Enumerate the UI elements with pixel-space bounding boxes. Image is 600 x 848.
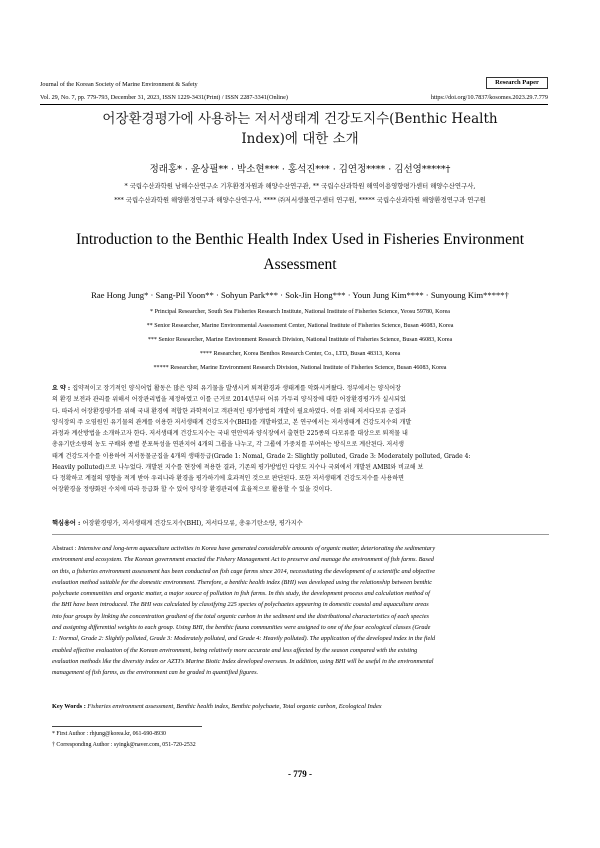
keywords-ko [52,518,549,527]
abstract-en-line: polychaete communities and organic matter, a major source of pollution in fish farms. In this study, the development process and calculation method of [52,590,430,598]
abstract-ko-line: 태계 건강도지수를 이용하여 저서동물군집을 4개의 생태등급(Grade 1: Nomal, Grade 2: Slightly polluted, Grade 3: Moderately polluted, Grade 4: [52,452,471,460]
abstract-ko [52,383,549,496]
abstract-ko-line: 총유기탄소량의 농도 구배와 종별 분포특성을 연관지어 4개의 그룹을 나누고, 각 그룹에 가중치를 부여하는 방식으로 계산된다. 저서생 [52,441,404,449]
abstract-ko-line: 어장환경을 정량화된 수치에 따라 등급화 할 수 있어 양식장 환경관리에 효율적으로 활용할 수 있을 것이다. [52,486,333,494]
abstract-en-line: environment and ecosystem. The Korean government enacted the Fishery Management Act to preserve and manage the environment of fish farms. Based [52,556,434,564]
abstract-en-line: management of fish farms, as the environment can be graded in quantified figures. [52,669,259,677]
abstract-en-line: the BHI have been introduced. The BHI was calculated by classifying 225 species of polychaetes appearing in domestic coastal and aquaculture areas [52,601,429,609]
header-divider [40,104,548,105]
page-number: - 779 - [288,769,312,779]
abstract-en-line: 1: Normal, Grade 2: Slightly polluted, Grade 3: Moderately polluted, and Grade 4: Heavily polluted). The application of the developed index in the field [52,635,436,643]
affiliation-en-3: *** Senior Researcher, Marine Environment Research Division, National Institute of Fisheries Science, Busan 46083, Korea [147,337,453,343]
abstract-ko-line: 다 정확하고 계절의 영향을 적게 받아 우리나라 환경을 평가하기에 효과적인 것으로 판단된다. 또한 저서생태계 건강도지수를 사용하면 [52,475,405,482]
abstract-ko-label: 요 약 : [52,385,73,392]
abstract-en [52,543,549,679]
affiliation-en-5: ***** Researcher, Marine Environment Research Division, National Institute of Fisheries Science, Busan 46083, Korea [153,365,447,371]
footnote-first-author: * First Author : rhjung@korea.kr, 061-690-8930 [52,731,166,737]
affiliation-en-4: **** Researcher, Korea Benthos Research Center, Co., LTD, Busan 48313, Korea [199,351,401,357]
doi-link[interactable]: https://doi.org/10.7837/kosomes.2023.29.7.779 [430,94,548,101]
abstract-ko-line: Heavily polluted)으로 나누었다. 개발된 지수를 현장에 적용한 결과, 기존의 평가방법인 다양도 지수나 국외에서 개발된 AMBI와 비교해 보 [52,463,424,471]
footnote-corresponding-author: † Corresponding Author : syingk@naver.com, 051-720-2532 [52,742,196,748]
affiliation-ko-line1: * 국립수산과학원 남해수산연구소 기후환경자원과 해양수산연구관, ** 국립수산과학원 해역이용영향평가센터 해양수산연구사, [124,182,476,190]
research-paper-badge: Research Paper [486,77,548,89]
title-ko-line1: 어장환경평가에 사용하는 저서생태계 건강도지수(Benthic Health [102,111,498,127]
abstract-ko-line: 집약적이고 장기적인 양식어업 활동은 많은 양의 유기물을 발생시켜 퇴적환경과 생태계를 악화시켜왔다. 정부에서는 양식어장 [72,385,401,392]
abstract-en-line: Intensive and long-term aquaculture activities in Korea have generated considerable amounts of organic matter, deteriorating the sedimentary [78,545,436,552]
keywords-en [52,703,549,710]
footnote-divider [52,726,202,727]
journal-name: Journal of the Korean Society of Marine Environment & Safety [40,81,198,88]
abstract-ko-line: 양식장의 주 오염원인 유기물의 관계를 이용한 저서생태계 건강도지수(BHI)를 개발하였고, 본 연구에서는 저서생태계 건강도지수의 개발 [52,418,412,426]
abstract-en-line: on this, a fisheries environment assessment has been conducted on fish cage farms since 2014, necessitating the development of a scientific and objective [52,567,436,575]
title-en-line2: Assessment [263,256,337,273]
abstract-en-line: evaluation method suitable for the domestic environment. Therefore, a benthic health index (BHI) was developed using the relationship between benthic [52,578,433,586]
abstract-ko-line: 다. 따라서 어장환경평가를 위해 국내 환경에 적합한 과학적이고 객관적인 평가방법의 개발이 필요하였다. 이를 위해 저서다모류 군집과 [52,407,406,415]
affiliation-en-1: * Principal Researcher, South Sea Fisheries Research Institute, National Institute of Fisheries Science, Yeosu 59780, Korea [150,309,450,315]
keywords-en-label: Key Words : [52,703,88,710]
abstract-en-label: Abstract : [52,545,79,552]
authors-ko: 정래홍* · 윤상필** · 박소현*** · 홍석진*** · 김연정**** · 김선영*****† [149,164,451,175]
abstract-ko-line: 과정과 계산방법을 소개하고자 한다. 저서생태계 건강도지수는 국내 연안역과 양식장에서 출현한 225종의 다모류를 대상으로 퇴적물 내 [52,430,408,437]
title-en-line1: Introduction to the Benthic Health Index Used in Fisheries Environment [75,231,525,248]
keywords-en-text: Fisheries environment assessment, Benthic health index, Benthic polychaete, Total organic carbon, Ecological Index [87,703,382,710]
keywords-ko-text: 어장환경평가, 저서생태계 건강도지수(BHI), 저서다모류, 총유기탄소량, 평가지수 [82,520,303,527]
abstract-en-line: and assigning differential weights to each group. Using BHI, the benthic fauna communities were assigned to one of the four ecological classes (Grade [52,624,431,632]
keywords-ko-label: 핵심용어 : [52,520,83,527]
affiliation-en-2: ** Senior Researcher, Marine Environmental Assessment Center, National Institute of Fisheries Science, Busan 46083, Korea [146,323,454,329]
affiliation-ko-line2: *** 국립수산과학원 해양환경연구과 해양수산연구사, **** ㈜저서생물연구센터 연구원, ***** 국립수산과학원 해양환경연구과 연구원 [114,196,486,204]
abstract-ko-line: 의 환경 보전과 관리를 위해서 어장관리법을 제정하였고 이를 근거로 2014년부터 어류 가두리 양식장에 대한 어장환경평가가 실시되었 [52,396,406,404]
title-ko-line2: Index)에 대한 소개 [241,131,359,147]
abstract-divider [52,534,549,535]
abstract-en-line: evaluation methods like the diversity index or AZTI's Marine Biotic Index developed overseas. In addition, using BHI will be useful in the environmental [52,657,434,665]
abstract-en-line: enabled effective evaluation of the Korean environment, being relatively more accurate and less affected by the season compared with the existing [52,646,418,654]
abstract-en-line: into four groups by linking the concentration gradient of the total organic carbon in the sediment and the distributional characteristics of each species [52,612,429,620]
volume-info: Vol. 29, No. 7, pp. 779-793, December 31, 2023, ISSN 1229-3431(Print) / ISSN 2287-3341(Online) [40,94,288,101]
authors-en: Rae Hong Jung* · Sang-Pil Yoon** · Sohyun Park*** · Sok-Jin Hong*** · Youn Jung Kim**** · Sunyoung Kim*****† [91,290,509,300]
